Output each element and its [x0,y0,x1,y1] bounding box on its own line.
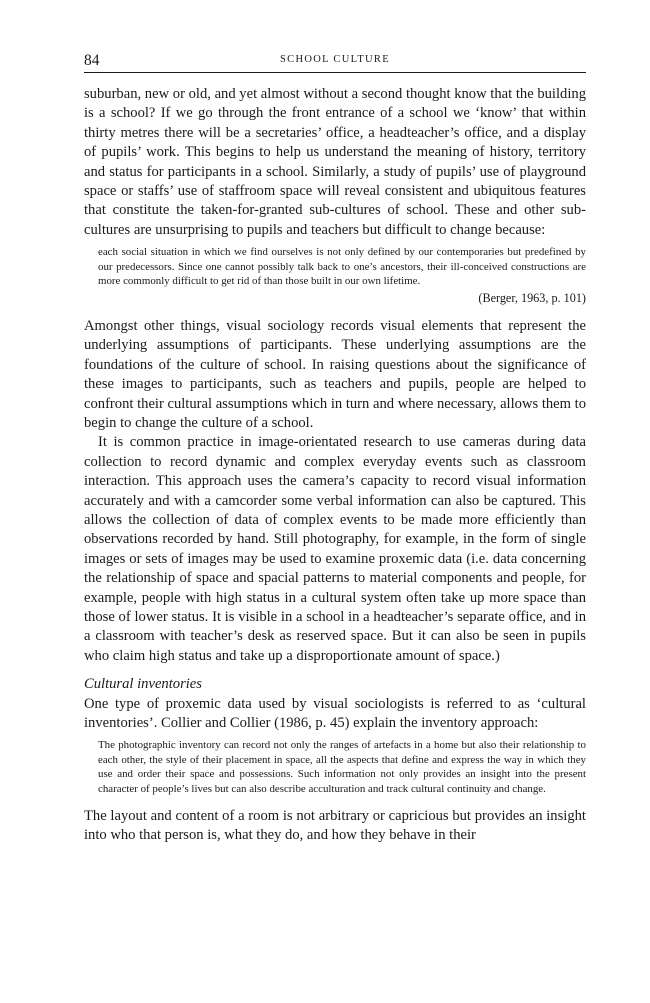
block-quote-berger [98,245,586,306]
section-heading: Cultural inventories [84,676,202,693]
quote-citation: (Berger, 1963, p. 101) [478,291,586,306]
paragraph-visual-sociology: Amongst other things, visual sociology records visual elements that represent the underlying assumptions of participants. These underlying assumptions are the foundations of the culture of school. In raising questions about the significance of these images to participants, such as teachers and pupils, people are helped to confront their cultural assumptions which in turn and where necessary, allows them to begin to change the culture of a school. [84,317,587,431]
paragraph-image-research: It is common practice in image-orientated research to use cameras during data collection to record dynamic and complex everyday events such as classroom interaction. This approach uses the camera’s capacity to record visual information accurately and with a camcorder some verbal information can also be captured. This allows the collection of data of complex events to be made more efficiently than observations recorded by hand. Still photography, for example, in the form of single images or sets of images may be used to examine proxemic data (i.e. data concerning the relationship of space and spacial patterns to material components and people, for example, people with high status in a cultural system often take up more space than those of lower status. It is visible in a school in a headteacher’s separate office, and in a classroom with teacher’s desk as reserved space. But it can also be seen in pupils who claim high status and take up a disproportionate amount of space.) [84,434,586,664]
quote-text: The photographic inventory can record not only the ranges of artefacts in a home but also their relationship to each other, the style of their placement in space, all the aspects that define and express the way in which they use and order their space and possessions. Such information not only provides an insight into the present character of people’s lives but can also describe acculturation and track cultural continuity and change. [98,739,586,795]
book-page [84,52,586,846]
body-text [84,85,586,846]
paragraph-suburban: suburban, new or old, and yet almost without a second thought know that the building is a school? If we go through the front entrance of a school we ‘know’ that within thirty metres there will be a secretaries’ office, a headteacher’s office, and a display of pupils’ work. This begins to help us understand the meaning of history, territory and status for participants in a school. Similarly, a study of pupils’ use of playground space or staffs’ use of staffroom space will reveal consistent and ubiquitous features that constitute the taken-for-granted sub-cultures of school. These and other sub-cultures are unsurprising to pupils and teachers but difficult to change because: [84,86,586,238]
running-header [84,52,586,73]
paragraph-cultural-inventories: One type of proxemic data used by visual sociologists is referred to as ‘cultural inventories’. Collier and Collier (1986, p. 45) explain the inventory approach: [84,695,586,731]
quote-text: each social situation in which we find ourselves is not only defined by our contemporaries but predefined by our predecessors. Since one cannot possibly talk back to one’s ancestors, their ill-conceived constructions are more commonly difficult to get rid of than those built in our own lifetime. [98,246,586,288]
page-number: 84 [84,52,100,69]
paragraph-room-layout: The layout and content of a room is not arbitrary or capricious but provides an insight into who that person is, what they do, and how they behave in their [84,808,586,844]
running-title: SCHOOL CULTURE [280,54,390,65]
block-quote-collier [98,738,586,796]
